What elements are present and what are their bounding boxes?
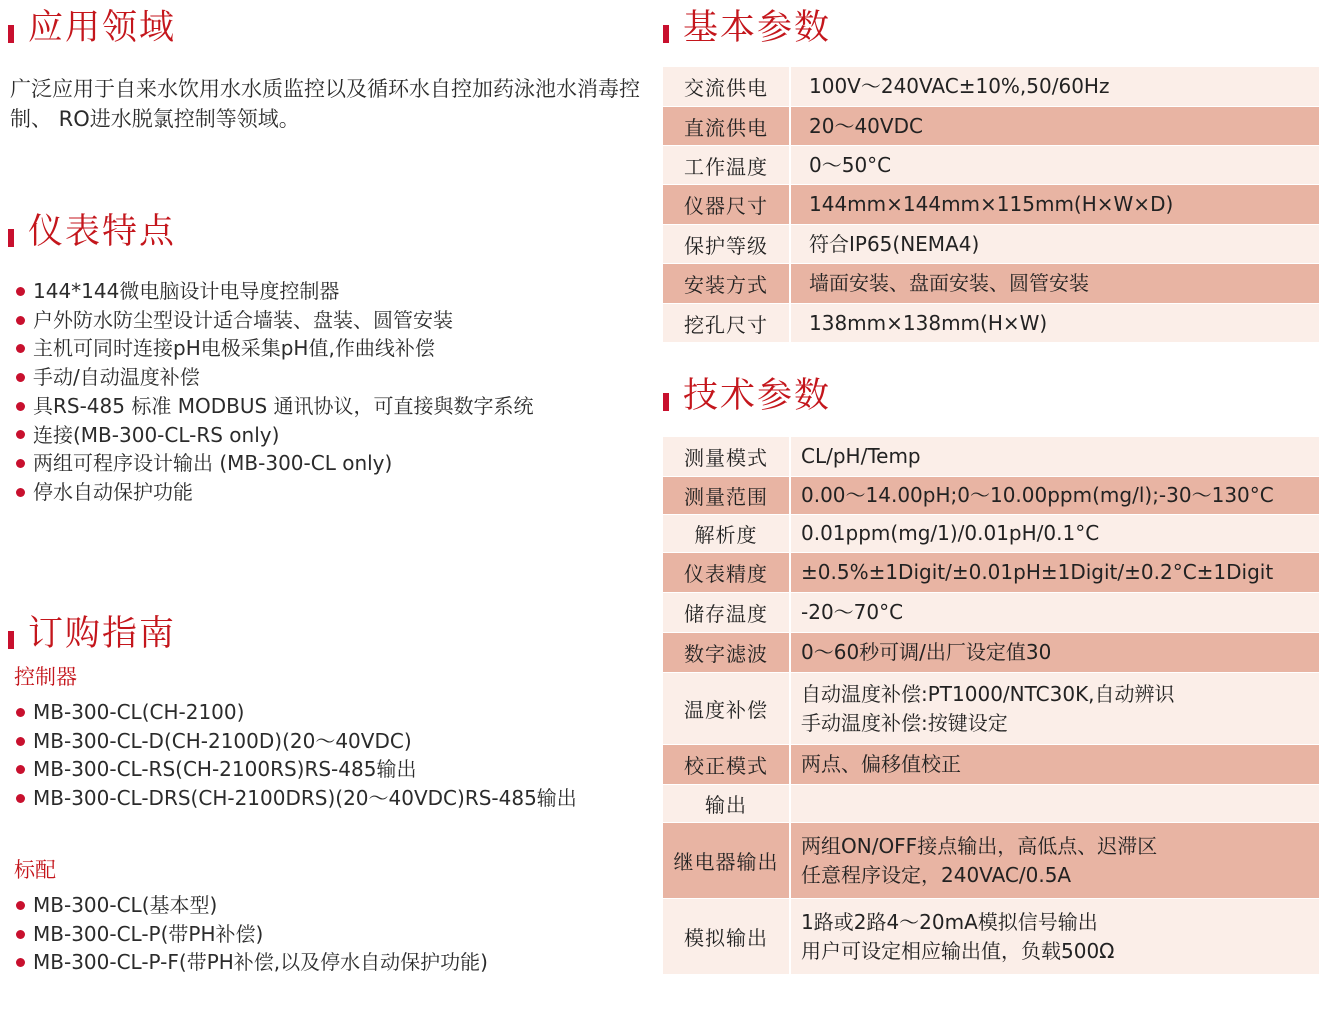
table-row	[663, 593, 1319, 633]
heading-marker	[8, 229, 14, 247]
row-label: 测量模式	[663, 437, 790, 477]
basic-params-table	[663, 66, 1319, 343]
row-label: 校正模式	[663, 745, 790, 785]
list-item: MB-300-CL-P(带PH补偿)	[16, 920, 488, 949]
application-heading-text: 应用领域	[28, 8, 177, 48]
row-value-line: 0.01ppm(mg/1)/0.01pH/0.1°C	[801, 521, 1100, 545]
row-value-line: CL/pH/Temp	[801, 444, 921, 468]
row-value-line: 手动温度补偿:按键设定	[801, 710, 1008, 735]
row-label: 保护等级	[663, 225, 790, 264]
row-label: 模拟输出	[663, 899, 790, 975]
list-item: MB-300-CL-D(CH-2100D)(20～40VDC)	[16, 727, 577, 756]
row-value	[790, 477, 1319, 515]
row-value	[790, 745, 1319, 785]
bullet-icon	[16, 930, 25, 939]
list-item: 具RS-485 标准 MODBUS 通讯协议，可直接與数字系统	[16, 392, 534, 421]
application-heading	[8, 4, 176, 52]
row-value-line: 自动温度补偿:PT1000/NTC30K,自动辨识	[801, 681, 1175, 706]
row-value-line: 0～50°C	[809, 152, 892, 177]
row-label: 仪器尺寸	[663, 185, 790, 225]
bullet-icon	[16, 344, 25, 353]
table-row	[663, 553, 1319, 593]
row-label: 继电器输出	[663, 823, 790, 899]
tech-heading	[663, 372, 831, 420]
row-value	[790, 673, 1319, 745]
bullet-icon	[16, 459, 25, 468]
row-value-line: 符合IP65(NEMA4)	[809, 231, 980, 256]
bullet-icon	[16, 287, 25, 296]
standard-subheading: 标配	[14, 858, 56, 882]
row-label: 数字滤波	[663, 633, 790, 673]
table-row	[663, 785, 1319, 823]
standard-list	[16, 891, 488, 977]
row-label: 安装方式	[663, 264, 790, 304]
heading-marker	[663, 393, 669, 411]
row-value-line: 两组ON/OFF接点输出，高低点、迟滞区	[801, 833, 1158, 858]
row-value-line: 100V～240VAC±10%,50/60Hz	[809, 74, 1110, 98]
row-value	[790, 593, 1319, 633]
table-row	[663, 477, 1319, 515]
bullet-icon	[16, 430, 25, 439]
table-row	[663, 633, 1319, 673]
table-row	[663, 225, 1319, 264]
row-value	[790, 67, 1319, 107]
heading-marker	[8, 631, 14, 649]
table-row	[663, 899, 1319, 975]
bullet-icon	[16, 708, 25, 717]
table-row	[663, 146, 1319, 185]
row-value-line: 20～40VDC	[809, 113, 923, 138]
row-value-line: 0～60秒可调/出厂设定值30	[801, 640, 1052, 664]
row-value-line: -20～70°C	[801, 600, 904, 624]
list-item: MB-300-CL-RS(CH-2100RS)RS-485输出	[16, 755, 577, 784]
tech-params-table	[663, 436, 1319, 975]
row-value	[790, 899, 1319, 975]
row-value	[790, 633, 1319, 673]
list-item: 连接(MB-300-CL-RS only)	[16, 421, 534, 450]
list-item: MB-300-CL-DRS(CH-2100DRS)(20～40VDC)RS-485输出	[16, 784, 577, 813]
bullet-icon	[16, 765, 25, 774]
table-row	[663, 437, 1319, 477]
row-value-line: 墙面安装、盘面安装、圆管安装	[809, 271, 1089, 295]
bullet-icon	[16, 958, 25, 967]
row-value-line: 两点、偏移值校正	[801, 752, 961, 776]
bullet-icon	[16, 373, 25, 382]
bullet-icon	[16, 737, 25, 746]
bullet-icon	[16, 488, 25, 497]
row-value	[790, 304, 1319, 343]
table-row	[663, 264, 1319, 304]
table-row	[663, 185, 1319, 225]
bullet-icon	[16, 316, 25, 325]
list-item: 主机可同时连接pH电极采集pH值,作曲线补偿	[16, 334, 534, 363]
row-value	[790, 264, 1319, 304]
table-row	[663, 515, 1319, 553]
table-row	[663, 673, 1319, 745]
ordering-heading-text: 订购指南	[28, 614, 177, 654]
table-row	[663, 107, 1319, 146]
row-label: 仪表精度	[663, 553, 790, 593]
list-item: 手动/自动温度补偿	[16, 363, 534, 392]
heading-marker	[8, 25, 14, 43]
row-value	[790, 785, 1319, 823]
table-row	[663, 745, 1319, 785]
row-value-line: ±0.5%±1Digit/±0.01pH±1Digit/±0.2°C±1Digit	[801, 560, 1274, 584]
row-label: 储存温度	[663, 593, 790, 633]
row-value	[790, 225, 1319, 264]
row-label: 测量范围	[663, 477, 790, 515]
row-value	[790, 515, 1319, 553]
row-value-line: 任意程序设定，240VAC/0.5A	[801, 862, 1072, 887]
controller-list	[16, 698, 577, 813]
row-label: 解析度	[663, 515, 790, 553]
row-value	[790, 437, 1319, 477]
table-row	[663, 823, 1319, 899]
ordering-heading	[8, 610, 176, 658]
row-label: 输出	[663, 785, 790, 823]
row-value-line: 用户可设定相应输出值，负载500Ω	[801, 938, 1115, 963]
row-label: 温度补偿	[663, 673, 790, 745]
row-value	[790, 553, 1319, 593]
list-item: 户外防水防尘型设计适合墙装、盘装、圆管安装	[16, 306, 534, 335]
features-list	[16, 277, 534, 507]
basic-heading-text: 基本参数	[683, 8, 832, 48]
heading-marker	[663, 25, 669, 43]
row-value-line: 0.00～14.00pH;0～10.00ppm(mg/l);-30～130°C	[801, 483, 1274, 507]
bullet-icon	[16, 402, 25, 411]
tech-heading-text: 技术参数	[683, 376, 832, 416]
list-item: MB-300-CL-P-F(带PH补偿,以及停水自动保护功能)	[16, 948, 488, 977]
table-row	[663, 304, 1319, 343]
row-value	[790, 107, 1319, 146]
features-heading	[8, 208, 176, 256]
row-label: 直流供电	[663, 107, 790, 146]
table-row	[663, 67, 1319, 107]
row-label: 工作温度	[663, 146, 790, 185]
basic-heading	[663, 4, 831, 52]
list-item: MB-300-CL(基本型)	[16, 891, 488, 920]
list-item: 停水自动保护功能	[16, 478, 534, 507]
bullet-icon	[16, 901, 25, 910]
controller-subheading: 控制器	[14, 665, 77, 689]
row-value-line: 144mm×144mm×115mm(H×W×D)	[809, 192, 1174, 216]
row-value	[790, 823, 1319, 899]
row-label: 挖孔尺寸	[663, 304, 790, 343]
list-item: MB-300-CL(CH-2100)	[16, 698, 577, 727]
row-value-line: 138mm×138mm(H×W)	[809, 310, 1048, 335]
list-item: 两组可程序设计输出 (MB-300-CL only)	[16, 449, 534, 478]
bullet-icon	[16, 794, 25, 803]
features-heading-text: 仪表特点	[28, 212, 177, 252]
list-item: 144*144微电脑设计电导度控制器	[16, 277, 534, 306]
row-value	[790, 185, 1319, 225]
application-text: 广泛应用于自来水饮用水水质监控以及循环水自控加药泳池水消毒控制、 RO进水脱氯控制等领域。	[10, 77, 640, 131]
row-value	[790, 146, 1319, 185]
row-label: 交流供电	[663, 67, 790, 107]
row-value-line: 1路或2路4～20mA模拟信号输出	[801, 909, 1098, 934]
